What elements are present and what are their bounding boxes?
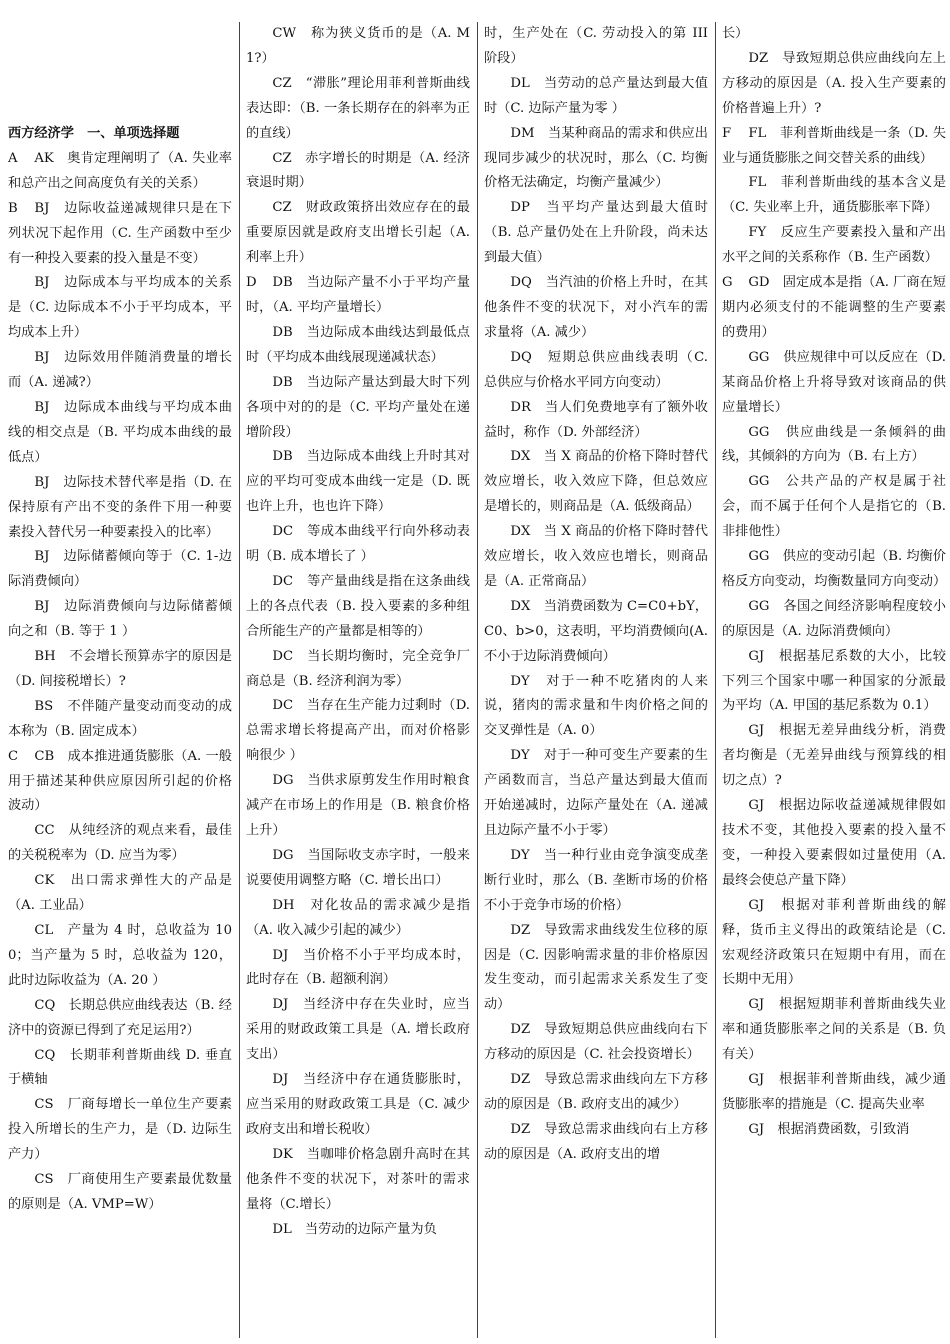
question-entry [8, 1093, 232, 1168]
entry-text: DJ 当经济中存在失业时，应当采用的财政政策工具是（A. 增长政府支出） [246, 997, 470, 1063]
entry-text: FL 菲利普斯曲线的基本含义是（C. 失业率上升，通货膨胀率下降） [722, 175, 946, 216]
question-entry [722, 794, 946, 894]
question-entry [246, 944, 470, 994]
question-entry [484, 1018, 708, 1068]
question-entry [8, 645, 232, 695]
question-entry [246, 1143, 470, 1218]
entry-text: GJ 根据菲利普斯曲线，减少通货膨胀率的措施是（C. 提高失业率 [722, 1072, 946, 1112]
index-letter: B [8, 200, 18, 216]
entry-text: DB 当边际产量达到最大时下列各项中对的的是（C. 平均产量处在递增阶段） [246, 374, 470, 440]
question-entry [484, 445, 708, 520]
entry-text: CZ 赤字增长的时期是（A. 经济衰退时期） [246, 150, 470, 191]
entry-text: DH 对化妆品的需求减少是指（A. 收入减少引起的减少） [246, 897, 470, 938]
question-entry [722, 421, 946, 471]
entry-text: DR 当人们免费地享有了额外收益时，称作（D. 外部经济） [484, 399, 708, 440]
entry-text: FY 反应生产要素投入量和产出水平之间的关系称作（B. 生产函数） [722, 225, 946, 266]
entry-text: GJ 根据基尼系数的大小，比较下列三个国家中哪一种国家的分派最为平均（A. 甲国的基尼系数为 0.1） [722, 648, 946, 714]
section-heading: 西方经济学 一、单项选择题 [8, 126, 180, 141]
question-entry [8, 147, 232, 197]
entry-text: CW 称为狭义货币的是（A. M1?） [246, 26, 470, 66]
entry-text: GG 供应规律中可以反应在（D. 某商品价格上升将导致对该商品的供应量增长） [722, 349, 946, 415]
column-3 [484, 22, 708, 1338]
question-entry [722, 470, 946, 545]
question-entry [246, 271, 470, 321]
question-entry [484, 844, 708, 919]
entry-text: BJ 边际成本与平均成本的关系是（C. 边际成本不小于平均成本，平均成本上升） [8, 275, 232, 341]
column-divider [715, 22, 716, 1338]
question-entry [484, 72, 708, 122]
entry-text: DK 当咖啡价格急剧升高时在其他条件不变的状况下，对茶叶的需求量将（C.增长） [246, 1146, 470, 1212]
column-divider [477, 22, 478, 1338]
question-entry [722, 595, 946, 645]
question-entry [246, 147, 470, 197]
entry-text: DX 当 X 商品的价格下降时替代效应增长，收入效应也增长，则商品是（A. 正常商品） [484, 524, 708, 589]
entry-text: GG 供应的变动引起（B. 均衡价格反方向变动，均衡数量同方向变动） [722, 549, 946, 589]
question-entry [722, 271, 946, 346]
question-entry [484, 196, 708, 271]
question-entry [722, 993, 946, 1068]
question-entry [484, 271, 708, 346]
question-entry [246, 520, 470, 570]
question-entry [8, 271, 232, 346]
question-entry [484, 1068, 708, 1118]
index-letter: D [246, 275, 257, 291]
entry-text: DC 当存在生产能力过剩时（D. 总需求增长将提高产出，而对价格影响很少 ） [246, 698, 470, 764]
entry-text: CQ 长期菲利普斯曲线 D. 垂直于横轴 [8, 1047, 232, 1088]
entry-text: CQ 长期总供应曲线表达（B. 经济中的资源已得到了充足运用?） [8, 997, 232, 1038]
question-entry [246, 1218, 470, 1243]
entry-text: CL 产量为 4 时，总收益为 100；当产量为 5 时，总收益为 120，此时边际收益为（A. 20 ） [8, 923, 232, 988]
entry-text: DZ 导致总需求曲线向左下方移动的原因是（B. 政府支出的减少） [484, 1072, 708, 1112]
index-letter: C [8, 748, 19, 764]
entry-text: DX 当 X 商品的价格下降时替代效应增长，收入效应下降，但总效应是增长的，则商品是（A. 低级商品） [484, 449, 708, 515]
question-entry [722, 47, 946, 122]
question-entry [8, 869, 232, 919]
entry-text: GJ 根据无差异曲线分析，消费者均衡是（无差异曲线与预算线的相切之点）? [722, 723, 946, 789]
entry-text: CZ 财政政策挤出效应存在的最重要原因就是政府支出增长引起（A. 利率上升） [246, 200, 470, 266]
entry-text: DZ 导致需求曲线发生位移的原因是（C. 因影响需求量的非价格原因发生变动，而引起需求关系发生了变动） [484, 922, 708, 1013]
question-entry [722, 171, 946, 221]
entry-text: DZ 导致短期总供应曲线向左上方移动的原因是（A. 投入生产要素的价格普遍上升）? [722, 50, 946, 116]
entry-text: GJ 根据对菲利普斯曲线的解释，货币主义得出的政策结论是（C. 宏观经济政策只在短期中有用，而在长期中无用） [722, 897, 946, 988]
question-entry [484, 22, 708, 72]
question-entry [722, 122, 946, 172]
entry-text: BJ 边际消费倾向与边际储蓄倾向之和（B. 等于 1 ） [8, 599, 232, 640]
question-entry [8, 471, 232, 546]
question-entry [8, 545, 232, 595]
entry-text: DY 当一种行业由竞争演变成垄断行业时，那么（B. 垄断市场的价格不小于竞争市场的价格） [484, 847, 708, 913]
entry-text: DP 当平均产量达到最大值时（B. 总产量仍处在上升阶段，尚未达到最大值） [484, 200, 708, 266]
question-entry [484, 122, 708, 197]
entry-text: CZ “滞胀”理论用菲利普斯曲线表达即：（B. 一条长期存在的斜率为正的直线） [246, 75, 470, 141]
question-entry [246, 445, 470, 520]
question-entry [484, 346, 708, 396]
entry-text: DL 当劳动的边际产量为负 [272, 1221, 437, 1237]
entry-text: GJ 根据边际收益递减规律假如技术不变，其他投入要素的投入量不变，一种投入要素假如过量使用（A. 最终会使总产量下降） [722, 798, 946, 888]
entry-text: 长） [722, 26, 749, 41]
question-entry [246, 894, 470, 944]
entry-text: DG 当国际收支赤字时，一般来说要使用调整方略（C. 增长出口） [246, 847, 470, 888]
entry-text: FL 菲利普斯曲线是一条（D. 失业与通货膨胀之间交替关系的曲线） [722, 125, 946, 166]
question-entry [8, 695, 232, 745]
entry-text: BJ 边际储蓄倾向等于（C. 1-边际消费倾向） [8, 549, 232, 590]
column-4 [722, 22, 946, 1338]
question-entry [722, 346, 946, 421]
entry-text: DJ 当价格不小于平均成本时，此时存在（B. 超额利润） [246, 947, 470, 988]
question-entry [246, 1068, 470, 1143]
entry-text: AK 奥肯定理阐明了（A. 失业率和总产出之间高度负有关的关系） [8, 150, 232, 191]
question-entry [8, 819, 232, 869]
entry-text: GJ 根据消费函数，引致消 [748, 1121, 910, 1137]
entry-text: CC 从纯经济的观点来看，最佳的关税税率为（D. 应当为零） [8, 823, 232, 864]
entry-text: GD 固定成本是指（A. 厂商在短期内必须支付的不能调整的生产要素的费用） [722, 275, 946, 340]
index-letter: A [8, 150, 18, 166]
question-entry [722, 719, 946, 794]
index-letter: F [722, 125, 732, 141]
question-entry [484, 670, 708, 745]
entry-text: GJ 根据短期菲利普斯曲线失业率和通货膨胀率之间的关系是（B. 负有关） [722, 997, 946, 1063]
entry-text: BJ 边际成本曲线与平均成本曲线的相交点是（B. 平均成本曲线的最低点） [8, 399, 232, 465]
entry-text: DC 等产量曲线是指在这条曲线上的各点代表（B. 投入要素的多种组合所能生产的产量都是相等的） [246, 573, 470, 639]
question-entry [8, 919, 232, 994]
question-entry [246, 22, 470, 72]
entry-text: GG 各国之间经济影响程度较小的原因是（A. 边际消费倾向） [722, 598, 946, 639]
question-entry [722, 221, 946, 271]
entry-text: DL 当劳动的总产量达到最大值时（C. 边际产量为零 ） [484, 75, 708, 116]
entry-text: CB 成本推进通货膨胀（A. 一般用于描述某种供应原因所引起的价格波动） [8, 748, 232, 814]
entry-text: BJ 边际技术替代率是指（D. 在保持原有产出不变的条件下用一种要素投入替代另一种要素投入的比率） [8, 474, 232, 540]
question-entry [484, 1118, 708, 1168]
question-entry [246, 844, 470, 894]
question-entry [246, 371, 470, 446]
question-entry [722, 645, 946, 720]
question-entry [246, 72, 470, 147]
question-entry [484, 744, 708, 844]
entry-text: DQ 短期总供应曲线表明（C. 总供应与价格水平同方向变动） [484, 349, 708, 390]
question-entry [8, 745, 232, 820]
question-entry [722, 22, 946, 47]
entry-text: DB 当边际成本曲线达到最低点时（平均成本曲线展现递减状态） [246, 324, 470, 365]
question-entry [484, 520, 708, 595]
column-divider [239, 22, 240, 1338]
question-entry [246, 196, 470, 271]
question-entry [722, 1118, 946, 1143]
question-entry [722, 545, 946, 595]
entry-text: DB 当边际成本曲线上升时其对应的平均可变成本曲线一定是（D. 既也许上升，也也许下降） [246, 449, 470, 515]
entry-text: DQ 当汽油的价格上升时，在其他条件不变的状况下，对小汽车的需求量将（A. 减少） [484, 275, 708, 340]
entry-text: DZ 导致短期总供应曲线向右下方移动的原因是（C. 社会投资增长） [484, 1022, 708, 1063]
question-entry [484, 919, 708, 1019]
entry-text: CK 出口需求弹性大的产品是（A. 工业品） [8, 873, 232, 914]
question-entry [8, 595, 232, 645]
entry-text: DJ 当经济中存在通货膨胀时，应当采用的财政政策工具是（C. 减少政府支出和增长税收） [246, 1072, 470, 1137]
entry-text: GG 公共产品的产权是属于社会，而不属于任何个人是指它的（B. 非排他性） [722, 474, 946, 540]
column-1 [8, 22, 232, 1338]
entry-text: DM 当某种商品的需求和供应出现同步减少的状况时，那么（C. 均衡价格无法确定，均衡产量减少） [484, 125, 708, 191]
entry-text: DG 当供求原剪发生作用时粮食减产在市场上的作用是（B. 粮食价格上升） [246, 773, 470, 838]
question-entry [246, 694, 470, 769]
question-entry [8, 1168, 232, 1218]
question-entry [8, 197, 232, 272]
entry-text: DY 对于一种不吃猪肉的人来说，猪肉的需求量和牛肉价格之间的交叉弹性是（A. 0） [484, 673, 708, 739]
question-entry [246, 570, 470, 645]
question-entry [722, 1068, 946, 1118]
entry-text: 时，生产处在（C. 劳动投入的第 III 阶段） [484, 26, 708, 66]
entry-text: BJ 边际效用伴随消费量的增长而（A. 递减?） [8, 350, 232, 391]
entry-text: DX 当消费函数为 C=C0+bY，C0、b>0，这表明，平均消费倾向(A. 不小于边际消费倾向） [484, 598, 708, 664]
entry-text: BH 不会增长预算赤字的原因是（D. 间接税增长）? [8, 649, 232, 689]
question-entry [722, 894, 946, 994]
question-entry [246, 645, 470, 695]
question-entry [246, 993, 470, 1068]
question-entry [246, 769, 470, 844]
question-entry [8, 396, 232, 471]
entry-text: DY 对于一种可变生产要素的生产函数而言，当总产量达到最大值而开始递减时，边际产量处在（A. 递减且边际产量不小于零） [484, 748, 708, 838]
entry-text: DC 当长期均衡时，完全竞争厂商总是（B. 经济利润为零） [246, 648, 470, 689]
entry-text: DB 当边际产量不小于平均产量时，（A. 平均产量增长） [246, 275, 470, 315]
question-entry [8, 1044, 232, 1094]
entry-text: DZ 导致总需求曲线向右上方移动的原因是（A. 政府支出的增 [484, 1121, 708, 1162]
entry-text: BJ 边际收益递减规律只是在下列状况下起作用（C. 生产函数中至少有一种投入要素的投入量是不变） [8, 200, 232, 266]
index-letter: G [722, 275, 733, 291]
column-2 [246, 22, 470, 1338]
question-entry [8, 994, 232, 1044]
entry-text: BS 不伴随产量变动而变动的成本称为（B. 固定成本） [8, 698, 232, 739]
entry-text: GG 供应曲线是一条倾斜的曲线，其倾斜的方向为（B. 右上方） [722, 424, 946, 465]
document-page [6, 22, 946, 1338]
entry-text: DC 等成本曲线平行向外移动表明（B. 成本增长了 ） [246, 524, 470, 565]
question-entry [8, 346, 232, 396]
entry-text: CS 厂商使用生产要素最优数量的原则是（A. VMP=W） [8, 1172, 232, 1212]
question-entry [246, 321, 470, 371]
question-entry [484, 595, 708, 670]
question-entry [484, 396, 708, 446]
entry-text: CS 厂商每增长一单位生产要素投入所增长的生产力，是（D. 边际生产力） [8, 1097, 232, 1163]
